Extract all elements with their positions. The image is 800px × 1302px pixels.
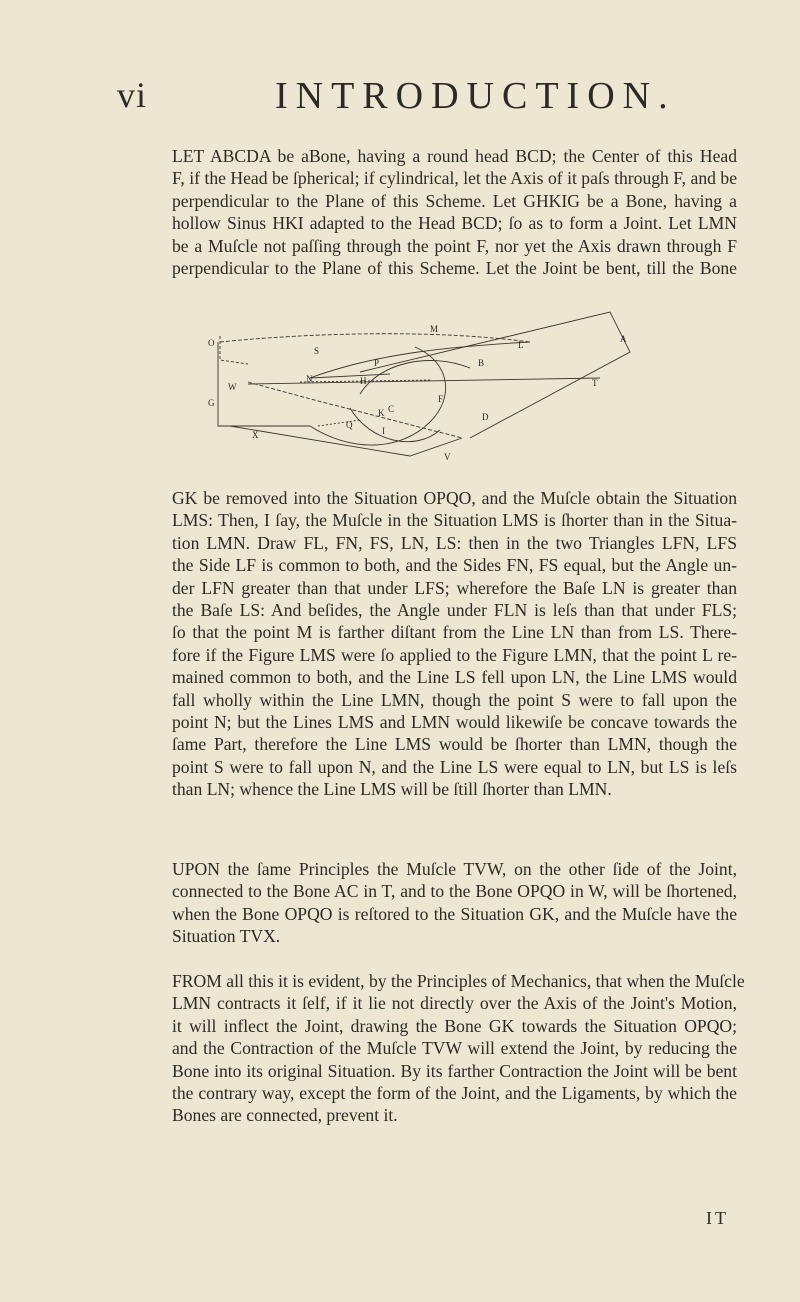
text-line: Bone into its original Situation. By its farther Contraction the Joint will be bent <box>172 1060 737 1081</box>
label-x: X <box>252 430 259 440</box>
text-line: when the Bone OPQO is reſtored to the Situation GK, and the Muſcle have the <box>172 903 737 924</box>
text-line: mained common to both, and the Line LS fell upon LN, the Line LMS would <box>172 667 737 688</box>
page-number: vi <box>117 75 148 115</box>
label-c: C <box>388 404 395 414</box>
paragraph-2 <box>172 487 737 801</box>
muscle-lms <box>220 334 530 342</box>
label-a: A <box>620 334 627 344</box>
label-o: O <box>208 338 215 348</box>
text-line: LMS: Then, I ſay, the Muſcle in the Situation LMS is ſhorter than in the Situa- <box>172 510 737 531</box>
text-line: perpendicular to the Plane of this Scheme. Let the Joint be bent, till the Bone <box>172 258 737 279</box>
text-line: der LFN greater than that under LFS; wherefore the Baſe LN is greater than <box>172 577 737 598</box>
catchword: IT <box>706 1208 729 1228</box>
label-s: S <box>314 346 320 356</box>
paragraph-1 <box>172 145 737 279</box>
label-g: G <box>208 398 215 408</box>
text-line: LET ABCDA be aBone, having a round head BCD; the Center of this Head <box>172 146 737 166</box>
text-line: than LN; whence the Line LMS will be ſtill ſhorter than LMN. <box>172 779 612 800</box>
text-line: point S were to fall upon N, and the Line LS were equal to LN, but LS is leſs <box>172 756 737 777</box>
bone-abcd-outline <box>360 312 630 438</box>
label-h: H <box>360 376 367 386</box>
label-d: D <box>482 412 489 422</box>
text-line: the contrary way, except the form of the Joint, and the Ligaments, by which the <box>172 1083 737 1104</box>
label-f: F <box>438 394 444 404</box>
label-q: Q <box>346 420 353 430</box>
bone-lower-edge <box>230 426 462 456</box>
line-q <box>318 420 360 426</box>
text-line: be a Muſcle not paſſing through the point F, nor yet the Axis drawn through F <box>172 235 737 256</box>
muscle-tvw <box>248 382 462 438</box>
line-ln <box>310 374 390 378</box>
text-line: fall wholly within the Line LMN, though the point S were to fall upon the <box>172 689 737 710</box>
text-line: tion LMN. Draw FL, FN, FS, LN, LS: then in the two Triangles LFN, LFS <box>172 532 737 553</box>
joint-diagram <box>200 302 640 470</box>
text-line: F, if the Head be ſpherical; if cylindrical, let the Axis of it paſs through F, and be <box>172 168 737 189</box>
label-m: M <box>430 324 439 334</box>
text-line: UPON the ſame Principles the Muſcle TVW, on the other ſide of the Joint, <box>172 859 737 879</box>
text-line: Bones are connected, prevent it. <box>172 1105 398 1126</box>
text-line: ſo that the point M is farther diſtant from the Line LN than from LS. There- <box>172 622 737 643</box>
text-line: it will inflect the Joint, drawing the Bone GK towards the Situation OPQO; <box>172 1015 737 1036</box>
label-b: B <box>478 358 485 368</box>
text-line: hollow Sinus HKI adapted to the Head BCD; ſo as to form a Joint. Let LMN <box>172 213 737 234</box>
text-line: fore if the Figure LMS were ſo applied to the Figure LMN, that the point L re- <box>172 644 737 665</box>
text-line: FROM all this it is evident, by the Principles of Mechanics, that when the Muſcle <box>172 971 745 991</box>
text-line: connected to the Bone AC in T, and to the Bone OPQO in W, will be ſhortened, <box>172 881 737 902</box>
label-i: I <box>382 426 385 436</box>
label-l: L <box>518 340 524 350</box>
text-line: GK be removed into the Situation OPQO, and the Muſcle obtain the Situation <box>172 488 737 508</box>
text-line: Situation TVX. <box>172 926 281 947</box>
paragraph-3 <box>172 858 737 948</box>
text-line: LMN contracts it ſelf, if it lie not directly over the Axis of the Joint's Motion, <box>172 993 737 1014</box>
muscle-tvx <box>248 378 600 384</box>
page-heading: INTRODUCTION. <box>275 75 676 117</box>
paragraph-4 <box>172 970 745 1127</box>
text-line: ſame Part, therefore the Line LMS would be ſhorter than LMN, though the <box>172 734 737 755</box>
label-t: T <box>592 378 598 388</box>
text-line: and the Contraction of the Muſcle TVW will extend the Joint, by reducing the <box>172 1038 737 1059</box>
label-p: P <box>374 358 380 368</box>
text-line: perpendicular to the Plane of this Scheme. Let GHKIG be a Bone, having a <box>172 190 737 211</box>
text-line: the Side LF is common to both, and the Sides FN, FS equal, but the Angle un- <box>172 555 737 576</box>
text-line: the Baſe LS: And beſides, the Angle under FLN is leſs than that under FLS; <box>172 600 737 621</box>
text-line: point N; but the Lines LMS and LMN would likewiſe be concave towards the <box>172 712 737 733</box>
label-k: K <box>378 408 385 418</box>
label-w: W <box>228 382 237 392</box>
label-n: N <box>306 374 313 384</box>
muscle-lmn <box>310 342 530 378</box>
label-v: V <box>444 452 451 462</box>
